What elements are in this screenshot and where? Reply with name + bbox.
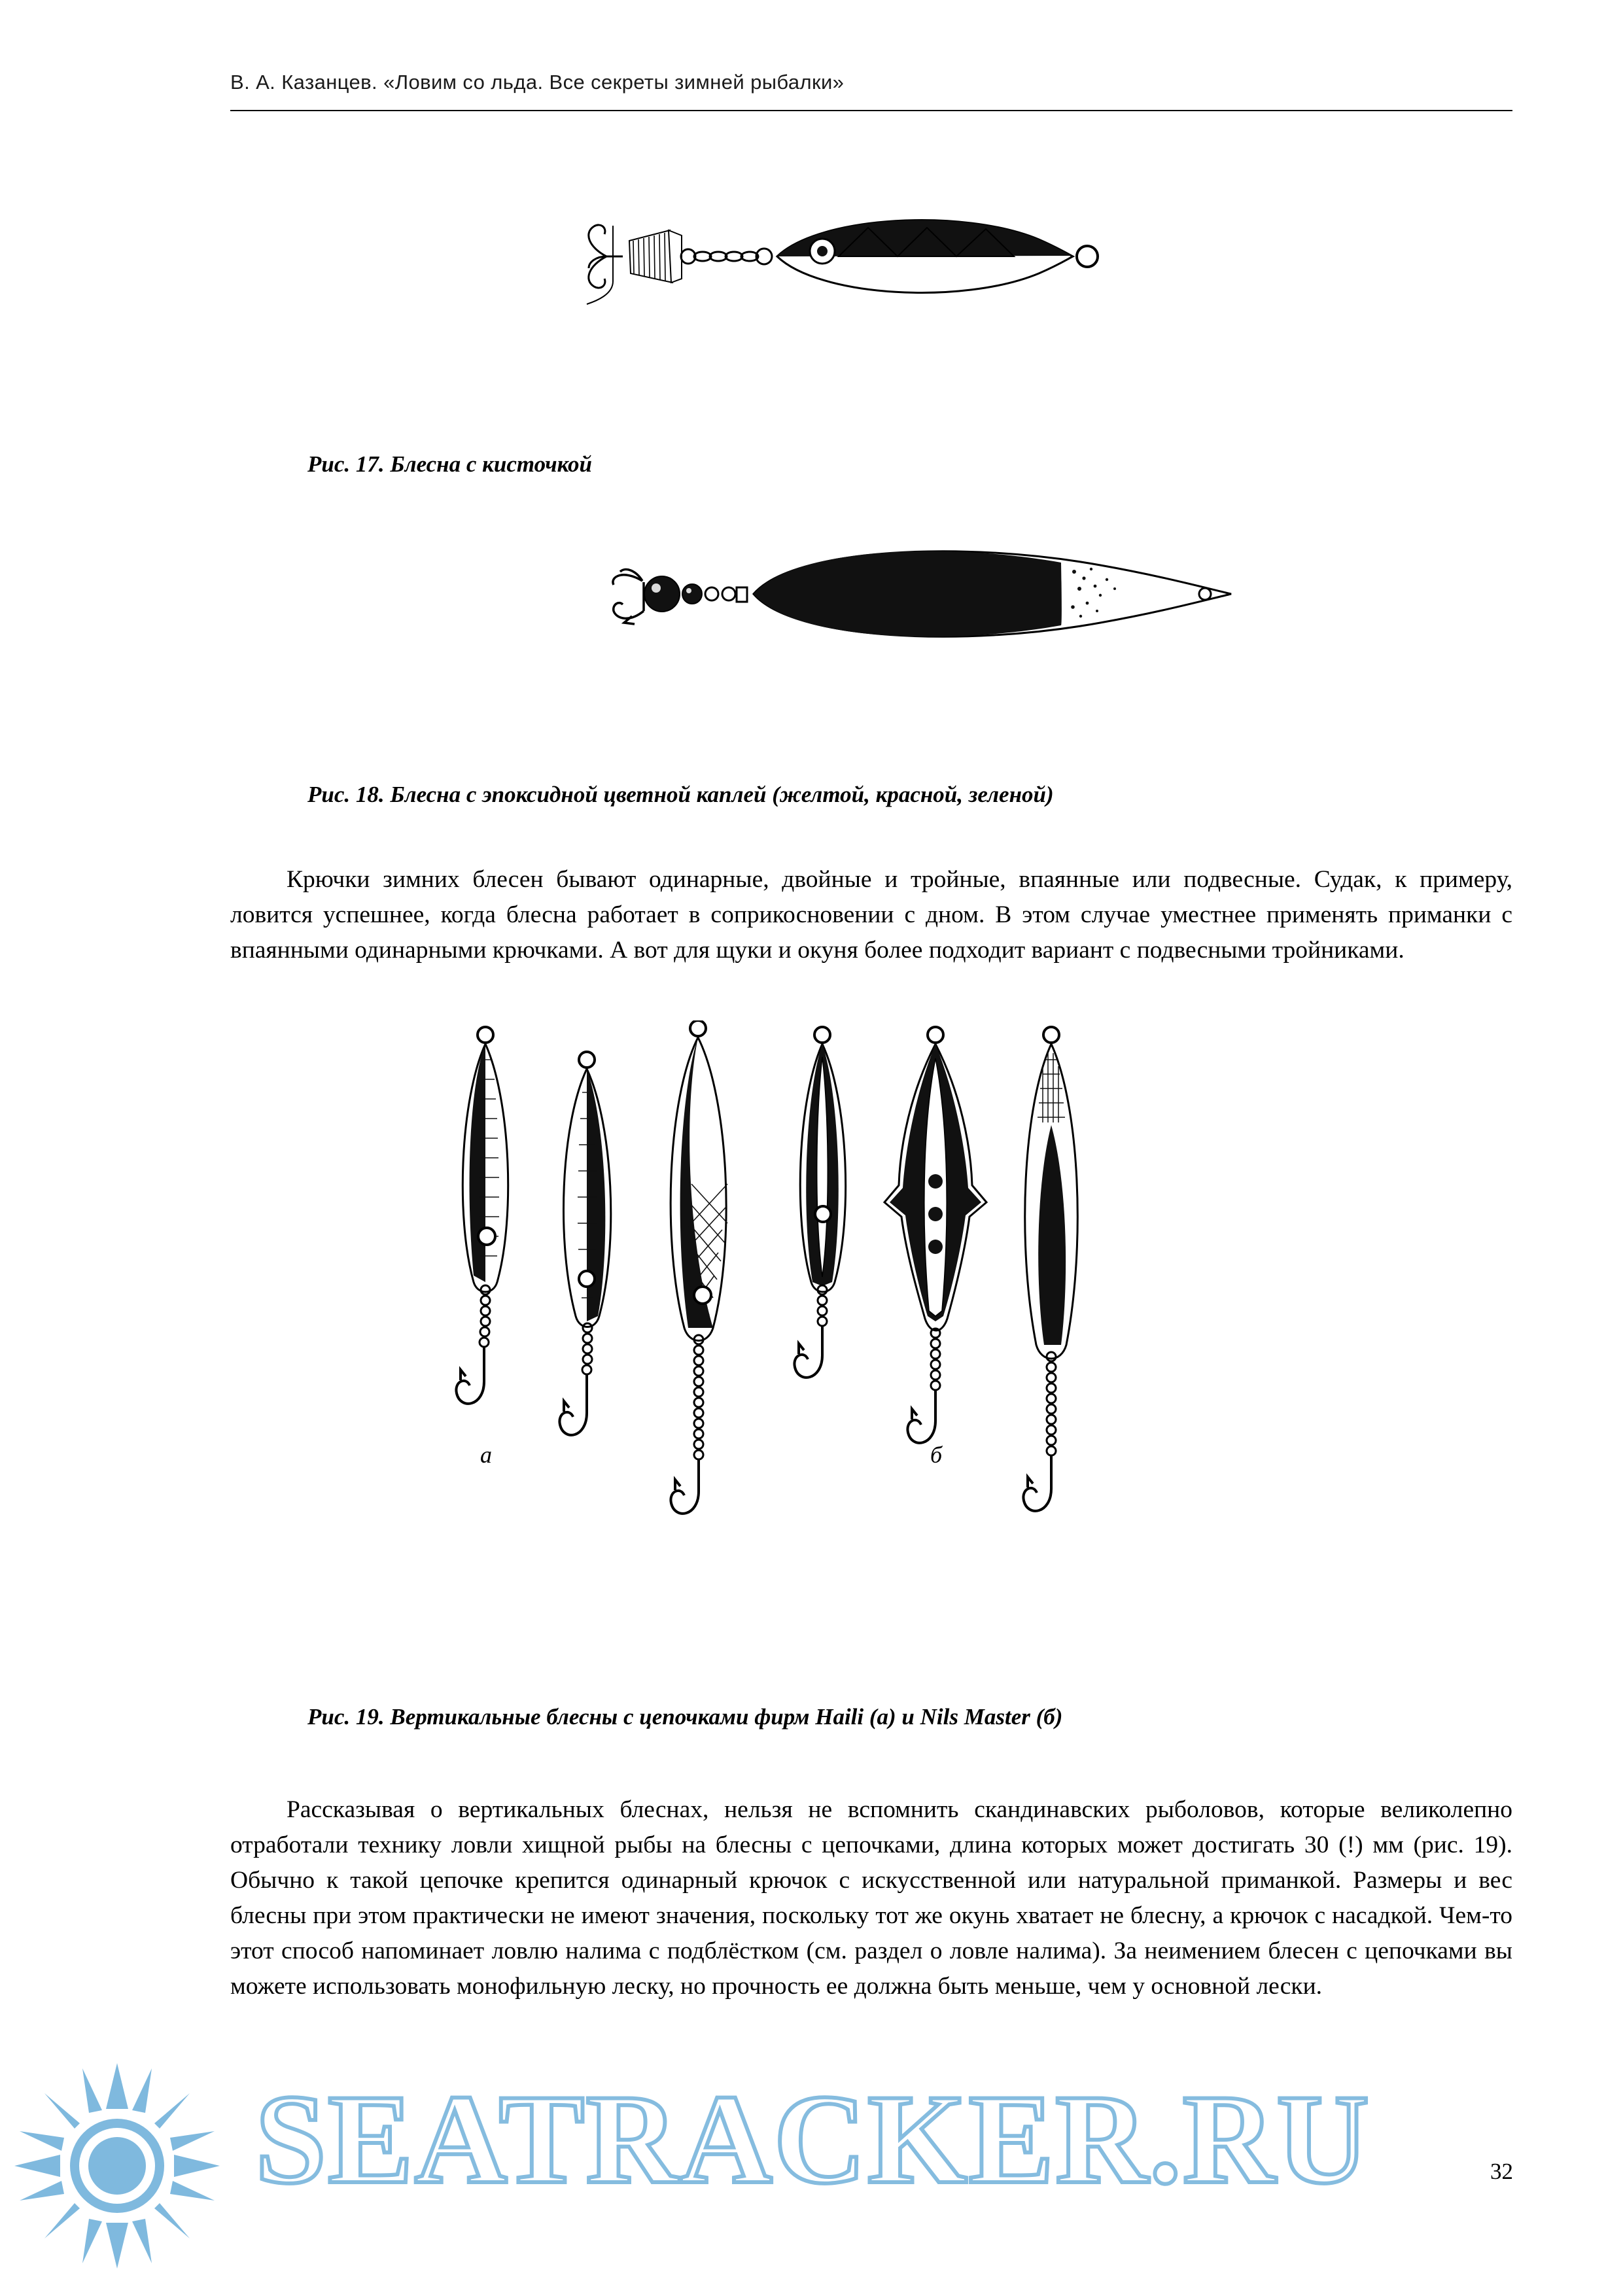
page-number: 32 — [1490, 2159, 1513, 2184]
paragraph-2: Рассказывая о вертикальных блеснах, нельзя не вспомнить скандинавских рыболовов, которые великолепно отработали технику ловли хищной рыбы на блесны с цепочками, длина которых может достигать 30 (!) мм (рис. 19). Обычно к такой цепочке крепится одинарный крючок с искусственной или натуральной приманкой. Размеры и вес блесны при этом практически не имеют значения, поскольку тот же окунь хватает не блесну, а крючок с насадкой. Чем-то этот способ напоминает ловлю налима с подблёстком (см. раздел о ловле налима). За неимением блесен с цепочками вы можете использовать монофильную леску, но прочность ее должна быть меньше, чем у основной лески. — [230, 1796, 1512, 2000]
page-header — [230, 71, 1512, 94]
svg-text:а: а — [480, 1442, 492, 1468]
watermark — [0, 2047, 1623, 2296]
figure-17-image — [230, 196, 1512, 360]
figure-18-caption: Рис. 18. Блесна с эпоксидной цветной каплей (желтой, красной, зеленой) — [307, 782, 1054, 807]
figure-18-image — [230, 543, 1512, 693]
watermark-text: SEATRACKER.RU — [255, 2068, 1370, 2210]
paragraph-1: Крючки зимних блесен бывают одинарные, двойные и тройные, впаянные или подвесные. Судак, к примеру, ловится успешнее, когда блесна работает в соприкосновении с дном. В этом случае уместнее применять приманки с впаянными одинарными крючками. А вот для щуки и окуня более подходит вариант с подвесными тройниками. — [230, 866, 1512, 964]
svg-text:б: б — [930, 1442, 943, 1468]
figure-19-image — [230, 1020, 1512, 1701]
figure-19-caption: Рис. 19. Вертикальные блесны с цепочками фирм Haili (а) и Nils Master (б) — [307, 1704, 1063, 1730]
header-divider — [230, 110, 1512, 111]
running-title: В. А. Казанцев. «Ловим со льда. Все секреты зимней рыбалки» — [230, 71, 845, 94]
figure-17-caption: Рис. 17. Блесна с кисточкой — [307, 451, 592, 477]
sun-icon — [9, 2058, 225, 2274]
